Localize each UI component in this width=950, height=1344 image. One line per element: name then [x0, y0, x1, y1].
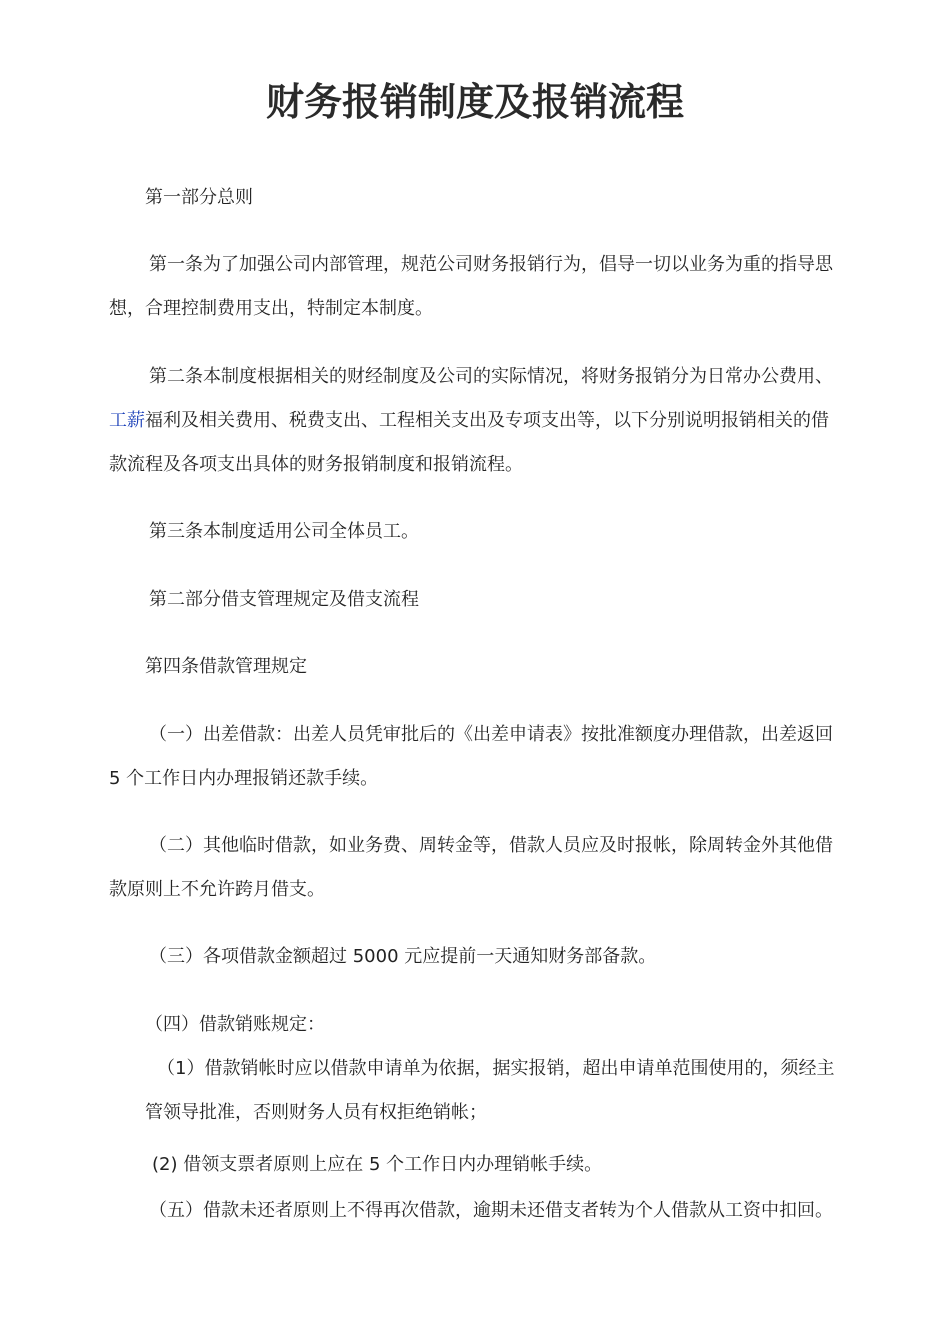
article-4-heading: 第四条借款管理规定	[145, 656, 307, 677]
article-3-paragraph: 第三条本制度适用公司全体员工。	[149, 521, 419, 542]
clause-4-item-1: （1）借款销帐时应以借款申请单为依据，据实报销，超出申请单范围使用的，须经主管领导批准，否则财务人员有权拒绝销帐；	[145, 1058, 835, 1123]
clause-5-paragraph: （五）借款未还者原则上不得再次借款，逾期未还借支者转为个人借款从工资中扣回。	[149, 1200, 833, 1221]
article-1-paragraph: 第一条为了加强公司内部管理，规范公司财务报销行为，倡导一切以业务为重的指导思想，合理控制费用支出，特制定本制度。	[109, 254, 833, 319]
clause-1-paragraph: （一）出差借款：出差人员凭审批后的《出差申请表》按批准额度办理借款，出差返回 5 个工作日内办理报销还款手续。	[109, 724, 833, 789]
clause-3-paragraph: （三）各项借款金额超过 5000 元应提前一天通知财务部备款。	[149, 946, 657, 967]
article-2-paragraph	[109, 355, 843, 487]
document-title: 财务报销制度及报销流程	[265, 80, 684, 124]
salary-link[interactable]: 工薪	[109, 410, 145, 431]
article-2-text-post: 福利及相关费用、税费支出、工程相关支出及专项支出等，以下分别说明报销相关的借款流程及各项支出具体的财务报销制度和报销流程。	[109, 410, 829, 475]
clause-4-item-2: (2) 借领支票者原则上应在 5 个工作日内办理销帐手续。	[152, 1154, 603, 1175]
clause-2-paragraph: （二）其他临时借款，如业务费、周转金等，借款人员应及时报帐，除周转金外其他借款原则上不允许跨月借支。	[109, 835, 833, 900]
clause-4-heading: （四）借款销账规定：	[145, 1014, 325, 1035]
section-heading-borrowing: 第二部分借支管理规定及借支流程	[149, 589, 419, 610]
article-2-text-pre: 第二条本制度根据相关的财经制度及公司的实际情况，将财务报销分为日常办公费用、	[149, 366, 833, 387]
section-heading-general: 第一部分总则	[145, 187, 253, 208]
